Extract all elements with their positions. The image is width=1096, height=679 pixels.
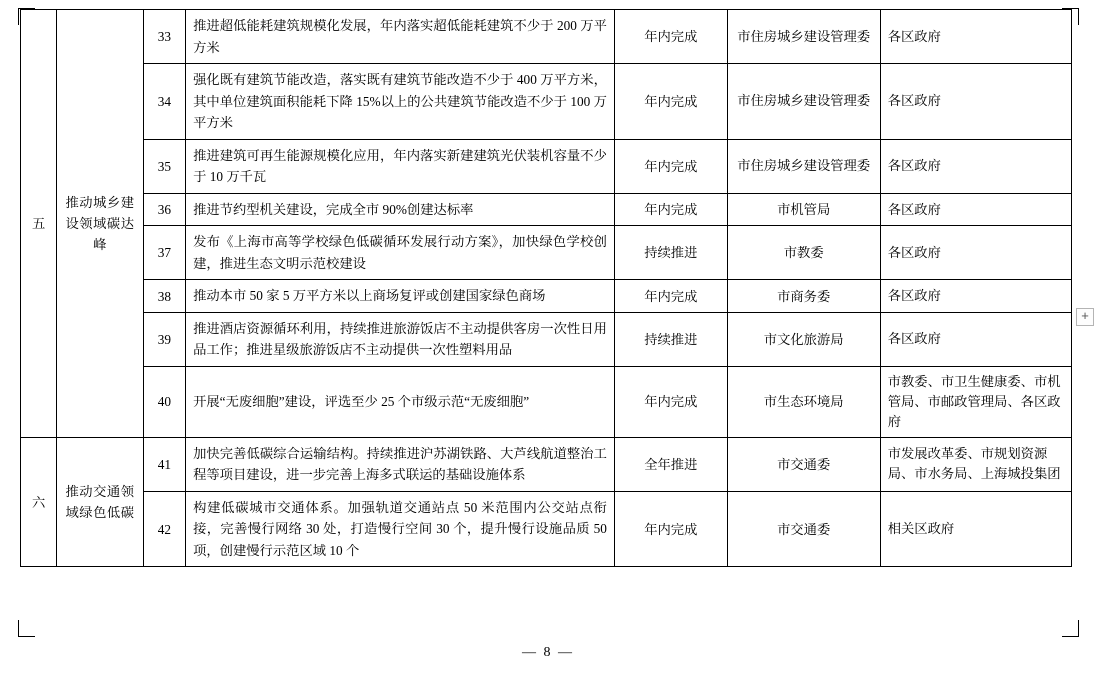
row-lead-unit: 市交通委 xyxy=(727,491,880,567)
table-row xyxy=(21,193,1072,226)
section-index: 六 xyxy=(21,437,57,567)
row-coop-unit: 市发展改革委、市规划资源局、市水务局、上海城投集团 xyxy=(880,437,1071,491)
row-coop-unit: 各区政府 xyxy=(880,10,1071,64)
row-lead-unit: 市住房城乡建设管理委 xyxy=(727,10,880,64)
row-deadline: 年内完成 xyxy=(614,366,727,437)
row-coop-unit: 各区政府 xyxy=(880,64,1071,140)
row-number: 34 xyxy=(143,64,185,140)
row-coop-unit: 各区政府 xyxy=(880,226,1071,280)
table-row xyxy=(21,437,1072,491)
row-lead-unit: 市住房城乡建设管理委 xyxy=(727,64,880,140)
row-coop-unit: 相关区政府 xyxy=(880,491,1071,567)
section-name: 推动城乡建设领域碳达峰 xyxy=(57,10,144,438)
page-number: — 8 — xyxy=(522,645,574,660)
row-coop-unit: 市教委、市卫生健康委、市机管局、市邮政管理局、各区政府 xyxy=(880,366,1071,437)
row-lead-unit: 市住房城乡建设管理委 xyxy=(727,139,880,193)
table-row xyxy=(21,10,1072,64)
row-deadline: 持续推进 xyxy=(614,312,727,366)
row-deadline: 年内完成 xyxy=(614,10,727,64)
zoom-in-button[interactable]: + xyxy=(1076,308,1094,326)
row-lead-unit: 市文化旅游局 xyxy=(727,312,880,366)
row-number: 42 xyxy=(143,491,185,567)
table-row xyxy=(21,280,1072,313)
row-deadline: 年内完成 xyxy=(614,491,727,567)
table-row xyxy=(21,312,1072,366)
row-task: 构建低碳城市交通体系。加强轨道交通站点 50 米范围内公交站点衔接，完善慢行网络 30 处，打造慢行空间 30 个，提升慢行设施品质 50 项，创建慢行示范区域 10 个 xyxy=(186,491,615,567)
row-deadline: 年内完成 xyxy=(614,64,727,140)
row-lead-unit: 市生态环境局 xyxy=(727,366,880,437)
row-lead-unit: 市教委 xyxy=(727,226,880,280)
section-index: 五 xyxy=(21,10,57,438)
row-deadline: 年内完成 xyxy=(614,193,727,226)
row-task: 推进节约型机关建设，完成全市 90%创建达标率 xyxy=(186,193,615,226)
row-lead-unit: 市交通委 xyxy=(727,437,880,491)
row-deadline: 全年推进 xyxy=(614,437,727,491)
row-task: 开展“无废细胞”建设，评选至少 25 个市级示范“无废细胞” xyxy=(186,366,615,437)
table-row xyxy=(21,491,1072,567)
task-table xyxy=(20,9,1072,567)
row-number: 41 xyxy=(143,437,185,491)
row-deadline: 年内完成 xyxy=(614,139,727,193)
row-task: 推进酒店资源循环利用，持续推进旅游饭店不主动提供客房一次性日用品工作；推进星级旅游饭店不主动提供一次性塑料用品 xyxy=(186,312,615,366)
row-lead-unit: 市商务委 xyxy=(727,280,880,313)
crop-mark-bottom-right xyxy=(1062,620,1079,637)
crop-mark-bottom-left xyxy=(18,620,35,637)
row-coop-unit: 各区政府 xyxy=(880,280,1071,313)
row-task: 加快完善低碳综合运输结构。持续推进沪苏湖铁路、大芦线航道整治工程等项目建设，进一步完善上海多式联运的基础设施体系 xyxy=(186,437,615,491)
table-row xyxy=(21,226,1072,280)
row-task: 发布《上海市高等学校绿色低碳循环发展行动方案》，加快绿色学校创建，推进生态文明示范校建设 xyxy=(186,226,615,280)
row-task: 推动本市 50 家 5 万平方米以上商场复评或创建国家绿色商场 xyxy=(186,280,615,313)
row-coop-unit: 各区政府 xyxy=(880,312,1071,366)
row-deadline: 持续推进 xyxy=(614,226,727,280)
row-number: 37 xyxy=(143,226,185,280)
row-number: 38 xyxy=(143,280,185,313)
row-number: 36 xyxy=(143,193,185,226)
table-row xyxy=(21,139,1072,193)
row-task: 推进建筑可再生能源规模化应用，年内落实新建建筑光伏装机容量不少于 10 万千瓦 xyxy=(186,139,615,193)
row-task: 推进超低能耗建筑规模化发展，年内落实超低能耗建筑不少于 200 万平方米 xyxy=(186,10,615,64)
row-number: 33 xyxy=(143,10,185,64)
row-number: 35 xyxy=(143,139,185,193)
row-coop-unit: 各区政府 xyxy=(880,139,1071,193)
table-row xyxy=(21,64,1072,140)
row-number: 40 xyxy=(143,366,185,437)
section-name: 推动交通领域绿色低碳 xyxy=(57,437,144,567)
row-task: 强化既有建筑节能改造，落实既有建筑节能改造不少于 400 万平方米，其中单位建筑面积能耗下降 15%以上的公共建筑节能改造不少于 100 万平方米 xyxy=(186,64,615,140)
row-deadline: 年内完成 xyxy=(614,280,727,313)
row-coop-unit: 各区政府 xyxy=(880,193,1071,226)
table-row xyxy=(21,366,1072,437)
row-lead-unit: 市机管局 xyxy=(727,193,880,226)
row-number: 39 xyxy=(143,312,185,366)
